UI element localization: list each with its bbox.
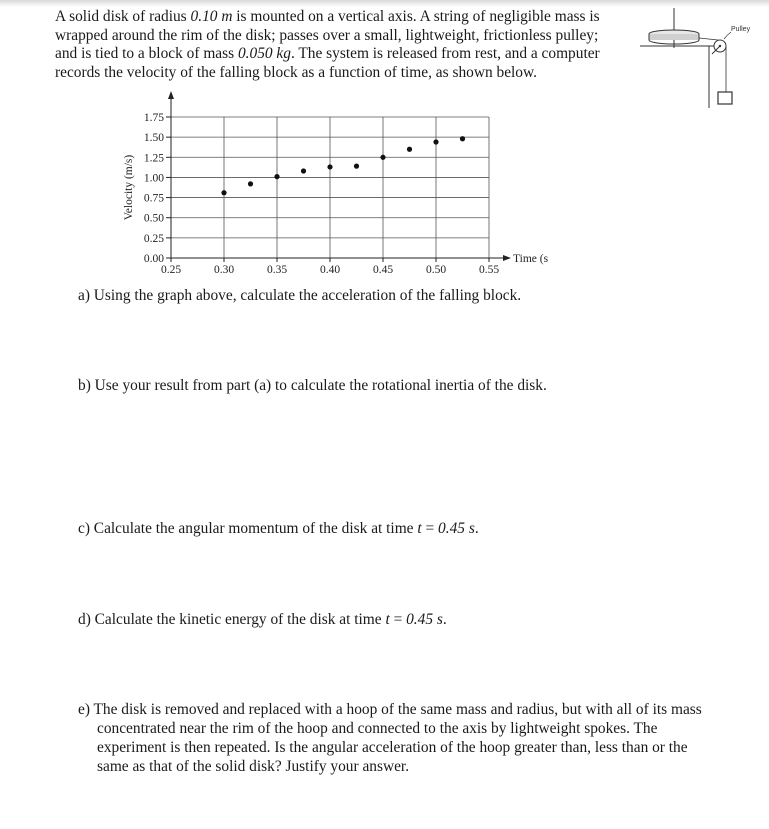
x-tick-label: 0.55 (478, 264, 500, 276)
y-tick-label: 1.25 (143, 152, 164, 165)
question-e (78, 700, 728, 776)
text-run: experiment is then repeated. Is the angular acceleration of the hoop greater than, less than or the (97, 739, 688, 756)
x-tick-label: 0.30 (213, 264, 235, 276)
data-point (301, 168, 306, 173)
data-point (274, 174, 279, 179)
text-run: 0.10 m (190, 8, 233, 25)
apparatus-diagram (640, 8, 765, 108)
text-run: 0.45 s (438, 520, 475, 537)
x-tick-label: 0.40 (319, 264, 341, 276)
y-axis-arrow (168, 91, 174, 99)
data-point (460, 136, 465, 141)
data-point (248, 181, 253, 186)
y-axis-label: Velocity (m/s) (123, 154, 135, 221)
text-run: . (442, 611, 447, 628)
data-point (407, 147, 412, 152)
string-horizontal (699, 38, 718, 40)
text-run: e) The disk is removed and replaced with a hoop of the same mass and radius, but with all of its mass (78, 701, 702, 718)
apparatus-figure (640, 8, 765, 108)
text-run: . The system is released from rest, and a computer (290, 45, 600, 62)
x-axis-arrow (503, 255, 511, 261)
text-run: = (421, 520, 439, 537)
x-axis-label: Time (s (513, 253, 549, 265)
text-run: a) Using the graph above, calculate the acceleration of the falling block. (78, 287, 522, 304)
question-line (78, 610, 728, 629)
question-d (78, 610, 728, 629)
y-tick-label: 1.75 (143, 112, 164, 124)
y-tick-label: 0.75 (143, 192, 164, 205)
text-run: . (474, 520, 479, 537)
top-edge-shadow (0, 0, 769, 7)
text-run: records the velocity of the falling block as a function of time, as shown below. (55, 63, 537, 81)
intro-line (55, 27, 625, 46)
text-run: and is tied to a block of mass (55, 45, 238, 62)
text-run: A solid disk of radius (55, 8, 191, 25)
question-line (78, 738, 728, 757)
question-line (78, 757, 728, 776)
intro-line (55, 8, 625, 27)
data-point (354, 164, 359, 169)
pulley-label: Pulley (731, 26, 751, 33)
text-run: c) Calculate the angular momentum of the disk at time (78, 520, 418, 537)
data-point (433, 139, 438, 144)
text-run: t (417, 520, 422, 537)
pulley-label-pointer (724, 32, 731, 39)
x-tick-label: 0.35 (266, 264, 288, 276)
text-run: = (389, 611, 407, 628)
intro-line (55, 64, 625, 83)
problem-intro (55, 8, 625, 82)
y-tick-label: 1.50 (143, 132, 164, 145)
question-line (78, 286, 728, 305)
text-run: is mounted on a vertical axis. A string of negligible mass is (232, 8, 600, 25)
y-tick-label: 0.50 (143, 212, 164, 225)
question-line (78, 719, 728, 738)
question-line (78, 700, 728, 719)
question-line (78, 519, 728, 538)
text-run: 0.45 s (406, 611, 443, 628)
text-run: wrapped around the rim of the disk; passes over a small, lightweight, frictionless pulley; (55, 26, 599, 44)
text-run: concentrated near the rim of the hoop and connected to the axis by lightweight spokes. The (97, 720, 658, 737)
text-run: 0.050 kg (237, 45, 291, 62)
x-tick-label: 0.50 (425, 264, 447, 276)
text-run: d) Calculate the kinetic energy of the disk at time (78, 611, 386, 628)
data-point (380, 155, 385, 160)
question-c (78, 519, 728, 538)
disk-rim (649, 34, 699, 40)
data-point (327, 164, 332, 169)
question-a (78, 286, 728, 305)
text-run: t (385, 611, 390, 628)
text-run: same as that of the solid disk? Justify your answer. (97, 758, 410, 775)
x-tick-label: 0.25 (160, 264, 182, 276)
intro-line (55, 45, 625, 64)
y-tick-label: 1.00 (143, 172, 164, 185)
y-tick-label: 0.25 (143, 232, 164, 245)
question-b (78, 376, 728, 395)
question-line (78, 376, 728, 395)
data-point (221, 190, 226, 195)
text-run: b) Use your result from part (a) to calculate the rotational inertia of the disk. (78, 377, 547, 394)
x-tick-label: 0.45 (372, 264, 394, 276)
y-tick-label: 0.00 (143, 253, 164, 265)
hanging-block (718, 92, 732, 104)
